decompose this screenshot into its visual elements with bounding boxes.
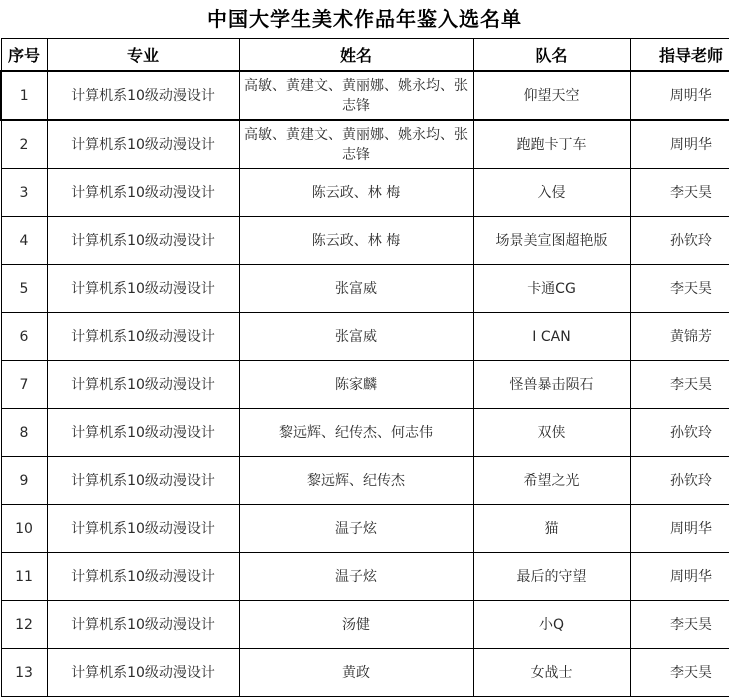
table-row xyxy=(1,505,729,553)
cell-teacher[interactable]: 周明华 xyxy=(630,505,729,553)
cell-names[interactable]: 温子炫 xyxy=(239,505,473,553)
cell-major[interactable]: 计算机系10级动漫设计 xyxy=(47,71,239,120)
cell-teacher[interactable]: 黄锦芳 xyxy=(630,313,729,361)
cell-team[interactable]: 小Q xyxy=(473,601,630,649)
table-row xyxy=(1,313,729,361)
header-cell-teacher[interactable]: 指导老师 xyxy=(630,39,729,72)
cell-team[interactable]: 卡通CG xyxy=(473,265,630,313)
cell-major[interactable]: 计算机系10级动漫设计 xyxy=(47,313,239,361)
table-row xyxy=(1,265,729,313)
cell-team[interactable]: 场景美宣图超艳版 xyxy=(473,217,630,265)
cell-major[interactable]: 计算机系10级动漫设计 xyxy=(47,409,239,457)
cell-names[interactable]: 黎远辉、纪传杰、何志伟 xyxy=(239,409,473,457)
cell-index[interactable]: 5 xyxy=(1,265,47,313)
cell-names[interactable]: 陈家麟 xyxy=(239,361,473,409)
cell-index[interactable]: 3 xyxy=(1,169,47,217)
cell-major[interactable]: 计算机系10级动漫设计 xyxy=(47,169,239,217)
cell-major[interactable]: 计算机系10级动漫设计 xyxy=(47,649,239,697)
cell-teacher[interactable]: 李天昊 xyxy=(630,265,729,313)
header-cell-major[interactable]: 专业 xyxy=(47,39,239,72)
cell-names[interactable]: 张富威 xyxy=(239,313,473,361)
table-row xyxy=(1,169,729,217)
cell-team[interactable]: 跑跑卡丁车 xyxy=(473,120,630,169)
cell-teacher[interactable]: 李天昊 xyxy=(630,601,729,649)
cell-teacher[interactable]: 李天昊 xyxy=(630,649,729,697)
cell-teacher[interactable]: 孙钦玲 xyxy=(630,409,729,457)
table-row xyxy=(1,361,729,409)
cell-index[interactable]: 7 xyxy=(1,361,47,409)
cell-names[interactable]: 高敏、黄建文、黄丽娜、姚永均、张志锋 xyxy=(239,71,473,120)
sheet-title: 中国大学生美术作品年鉴入选名单 xyxy=(207,7,522,31)
cell-names[interactable]: 汤健 xyxy=(239,601,473,649)
cell-names[interactable]: 陈云政、林 梅 xyxy=(239,169,473,217)
header-cell-index[interactable]: 序号 xyxy=(1,39,47,72)
cell-teacher[interactable]: 孙钦玲 xyxy=(630,457,729,505)
cell-teacher[interactable]: 孙钦玲 xyxy=(630,217,729,265)
cell-names[interactable]: 黄政 xyxy=(239,649,473,697)
cell-team[interactable]: 猫 xyxy=(473,505,630,553)
cell-index[interactable]: 2 xyxy=(1,120,47,169)
cell-index[interactable]: 10 xyxy=(1,505,47,553)
cell-index[interactable]: 12 xyxy=(1,601,47,649)
table-row xyxy=(1,601,729,649)
cell-index[interactable]: 4 xyxy=(1,217,47,265)
cell-major[interactable]: 计算机系10级动漫设计 xyxy=(47,361,239,409)
cell-major[interactable]: 计算机系10级动漫设计 xyxy=(47,601,239,649)
cell-names[interactable]: 陈云政、林 梅 xyxy=(239,217,473,265)
cell-index[interactable]: 13 xyxy=(1,649,47,697)
cell-teacher[interactable]: 李天昊 xyxy=(630,169,729,217)
roster-table xyxy=(0,38,729,697)
table-row xyxy=(1,217,729,265)
header-row xyxy=(1,39,729,72)
cell-names[interactable]: 黎远辉、纪传杰 xyxy=(239,457,473,505)
cell-teacher[interactable]: 周明华 xyxy=(630,71,729,120)
header-cell-team[interactable]: 队名 xyxy=(473,39,630,72)
cell-teacher[interactable]: 周明华 xyxy=(630,120,729,169)
header-cell-names[interactable]: 姓名 xyxy=(239,39,473,72)
cell-major[interactable]: 计算机系10级动漫设计 xyxy=(47,505,239,553)
cell-major[interactable]: 计算机系10级动漫设计 xyxy=(47,120,239,169)
cell-names[interactable]: 张富威 xyxy=(239,265,473,313)
cell-major[interactable]: 计算机系10级动漫设计 xyxy=(47,553,239,601)
cell-index[interactable]: 6 xyxy=(1,313,47,361)
cell-team[interactable]: 女战士 xyxy=(473,649,630,697)
cell-team[interactable]: 怪兽暴击陨石 xyxy=(473,361,630,409)
cell-index[interactable]: 9 xyxy=(1,457,47,505)
table-row xyxy=(1,553,729,601)
cell-team[interactable]: 希望之光 xyxy=(473,457,630,505)
table-row xyxy=(1,649,729,697)
cell-index[interactable]: 11 xyxy=(1,553,47,601)
table-row xyxy=(1,120,729,169)
cell-index[interactable]: 8 xyxy=(1,409,47,457)
table-row xyxy=(1,457,729,505)
cell-team[interactable]: 入侵 xyxy=(473,169,630,217)
cell-names[interactable]: 高敏、黄建文、黄丽娜、姚永均、张志锋 xyxy=(239,120,473,169)
cell-team[interactable]: 仰望天空 xyxy=(473,71,630,120)
cell-team[interactable]: I CAN xyxy=(473,313,630,361)
cell-teacher[interactable]: 周明华 xyxy=(630,553,729,601)
table-body xyxy=(1,71,729,697)
table-row xyxy=(1,71,729,120)
cell-major[interactable]: 计算机系10级动漫设计 xyxy=(47,265,239,313)
cell-major[interactable]: 计算机系10级动漫设计 xyxy=(47,457,239,505)
cell-major[interactable]: 计算机系10级动漫设计 xyxy=(47,217,239,265)
table-row xyxy=(1,409,729,457)
cell-team[interactable]: 双侠 xyxy=(473,409,630,457)
cell-names[interactable]: 温子炫 xyxy=(239,553,473,601)
cell-team[interactable]: 最后的守望 xyxy=(473,553,630,601)
cell-teacher[interactable]: 李天昊 xyxy=(630,361,729,409)
cell-index[interactable]: 1 xyxy=(1,71,47,120)
